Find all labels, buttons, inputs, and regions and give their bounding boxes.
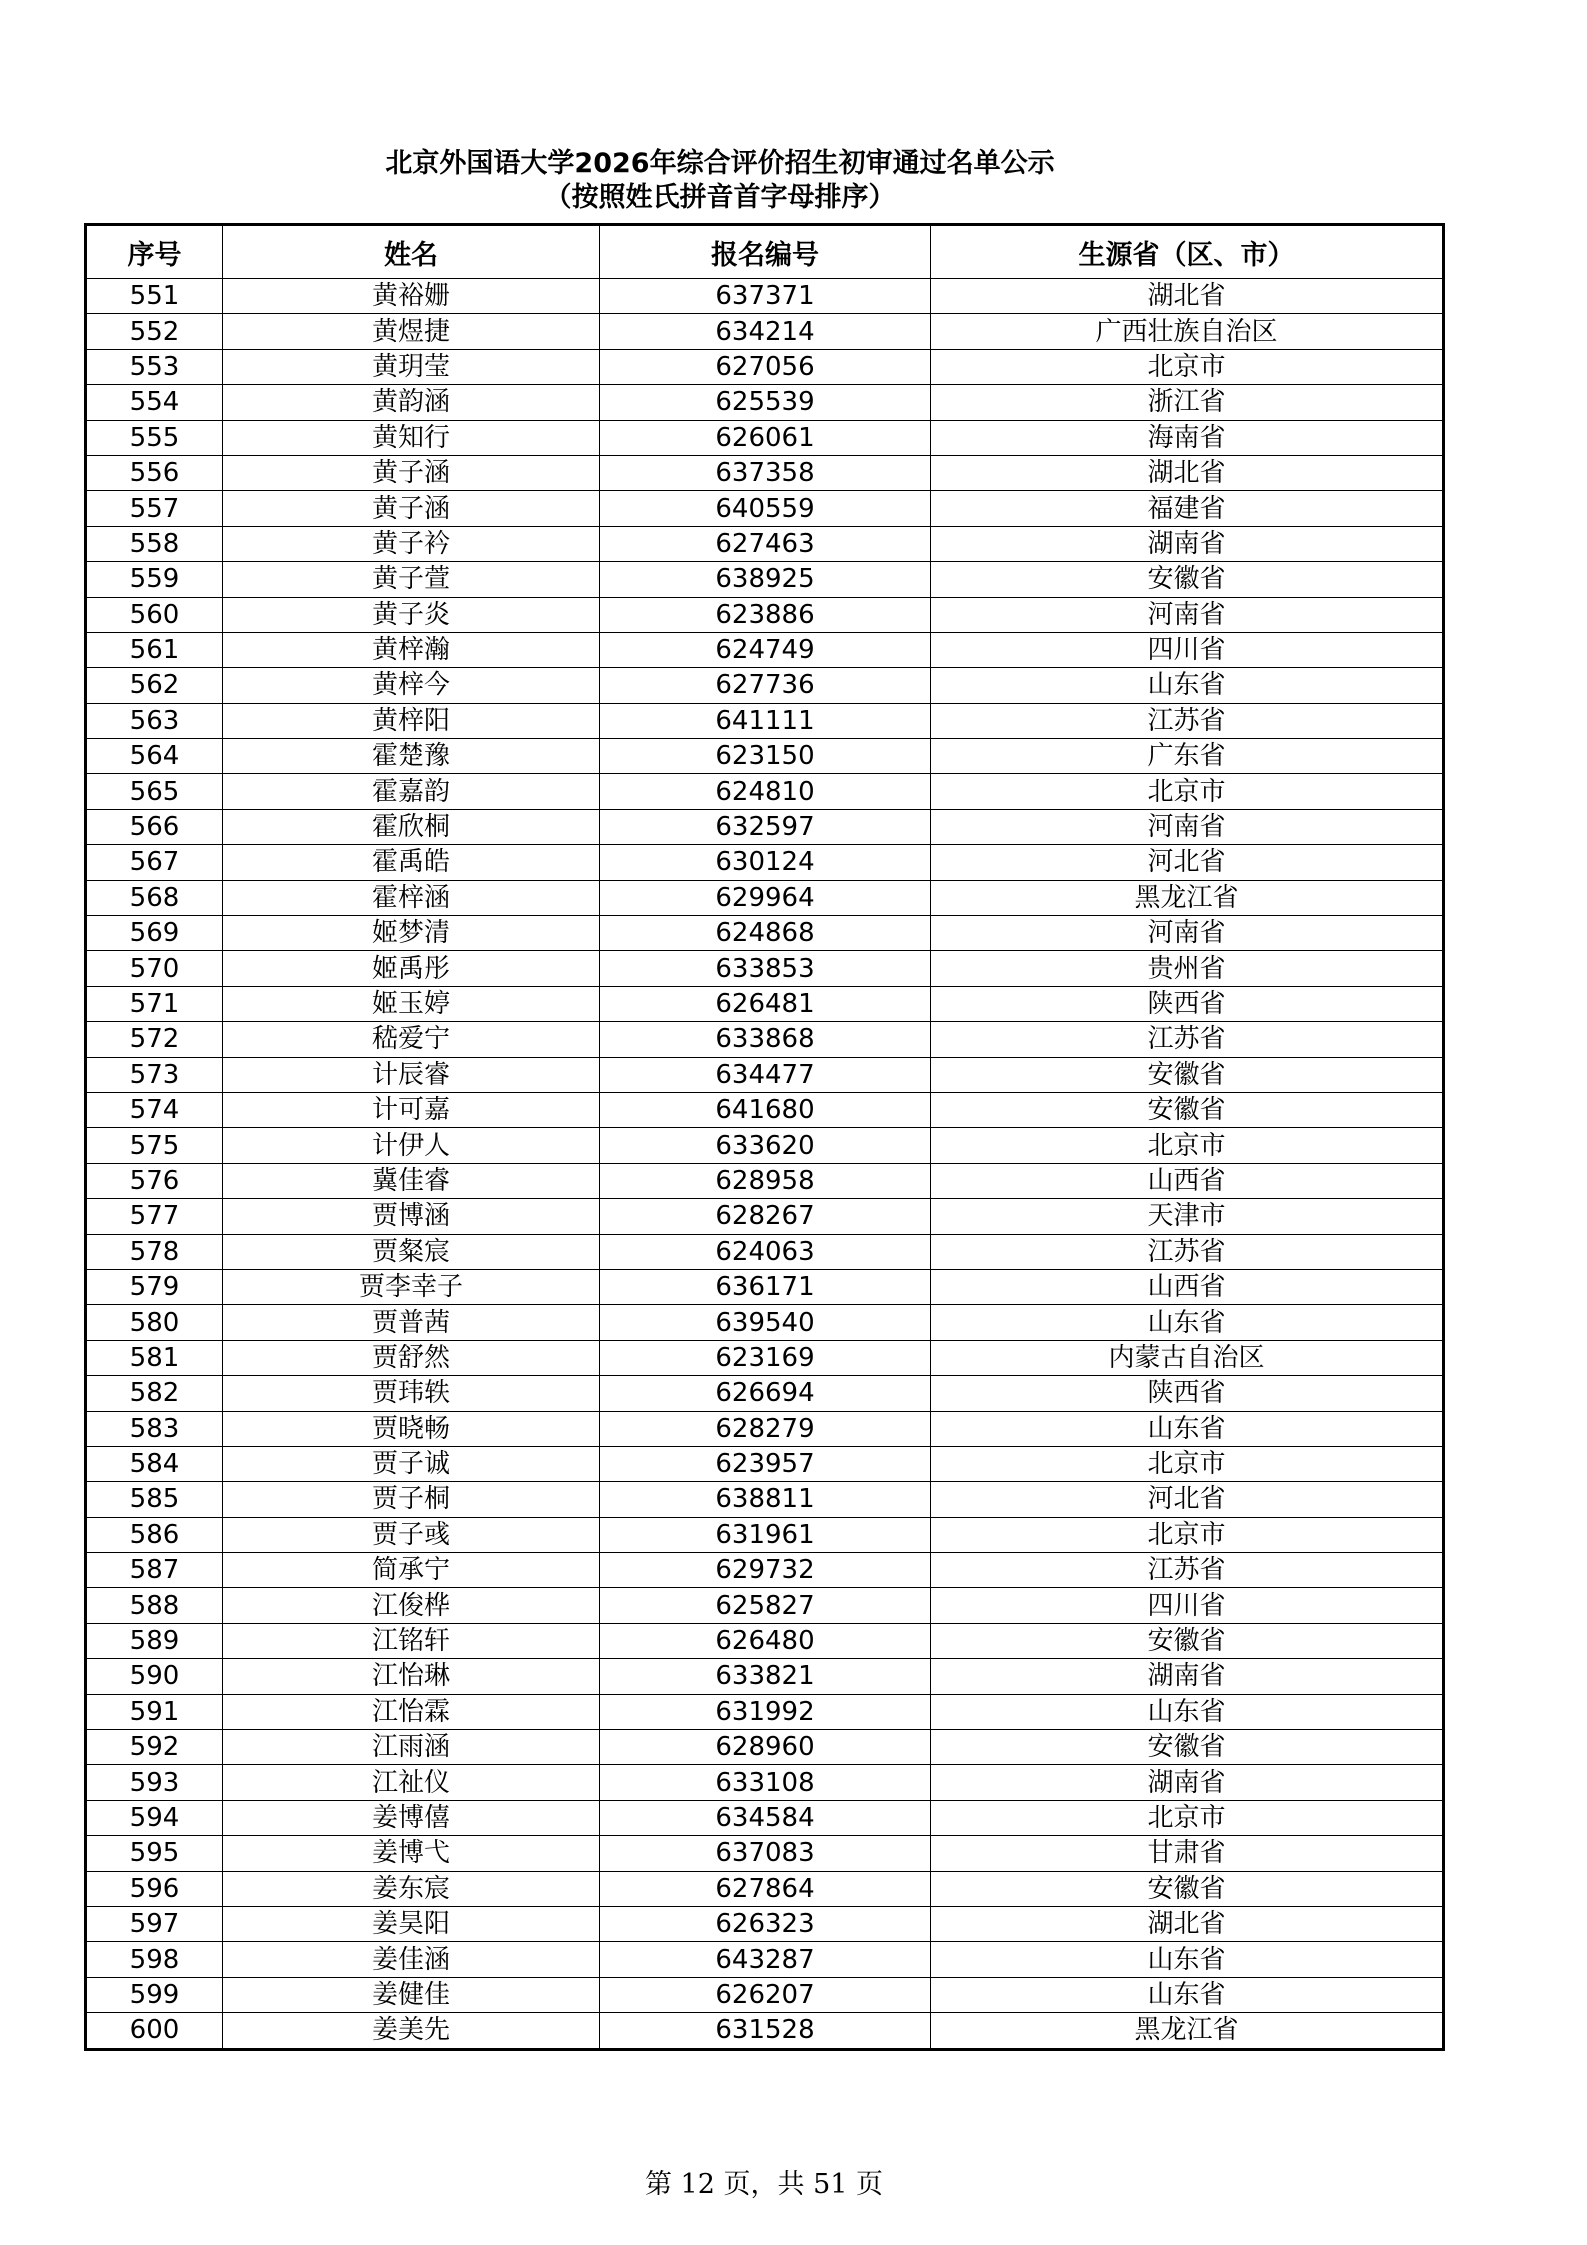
cell-name: 姜博僖 xyxy=(223,1800,600,1835)
cell-registration-number: 628958 xyxy=(600,1163,931,1198)
table-row xyxy=(86,1234,1444,1269)
cell-serial-number: 589 xyxy=(86,1623,223,1658)
cell-registration-number: 636171 xyxy=(600,1269,931,1304)
cell-registration-number: 626481 xyxy=(600,986,931,1021)
cell-province: 北京市 xyxy=(931,349,1444,384)
cell-registration-number: 628960 xyxy=(600,1730,931,1765)
cell-registration-number: 643287 xyxy=(600,1942,931,1977)
table-row xyxy=(86,880,1444,915)
cell-serial-number: 580 xyxy=(86,1305,223,1340)
table-row xyxy=(86,951,1444,986)
page-number: 第 12 页，共 51 页 xyxy=(644,2169,884,2200)
cell-province: 山东省 xyxy=(931,1305,1444,1340)
header-serial-number: 序号 xyxy=(86,225,223,279)
cell-registration-number: 630124 xyxy=(600,845,931,880)
cell-serial-number: 592 xyxy=(86,1730,223,1765)
cell-province: 山东省 xyxy=(931,1942,1444,1977)
cell-serial-number: 564 xyxy=(86,739,223,774)
cell-registration-number: 637083 xyxy=(600,1836,931,1871)
cell-serial-number: 598 xyxy=(86,1942,223,1977)
table-row xyxy=(86,1765,1444,1800)
cell-province: 海南省 xyxy=(931,420,1444,455)
table-row xyxy=(86,2013,1444,2049)
cell-province: 北京市 xyxy=(931,1128,1444,1163)
cell-name: 嵇爱宁 xyxy=(223,1022,600,1057)
cell-province: 安徽省 xyxy=(931,1623,1444,1658)
cell-name: 姜美先 xyxy=(223,2013,600,2049)
cell-serial-number: 558 xyxy=(86,526,223,561)
cell-province: 河北省 xyxy=(931,845,1444,880)
header-province: 生源省（区、市） xyxy=(931,225,1444,279)
table-row xyxy=(86,809,1444,844)
cell-registration-number: 632597 xyxy=(600,809,931,844)
cell-province: 湖南省 xyxy=(931,1659,1444,1694)
cell-registration-number: 626061 xyxy=(600,420,931,455)
cell-registration-number: 633821 xyxy=(600,1659,931,1694)
cell-registration-number: 633620 xyxy=(600,1128,931,1163)
table-row xyxy=(86,703,1444,738)
cell-province: 安徽省 xyxy=(931,1092,1444,1127)
cell-serial-number: 594 xyxy=(86,1800,223,1835)
cell-registration-number: 624749 xyxy=(600,632,931,667)
cell-province: 湖北省 xyxy=(931,455,1444,490)
cell-registration-number: 626480 xyxy=(600,1623,931,1658)
cell-registration-number: 628279 xyxy=(600,1411,931,1446)
cell-province: 北京市 xyxy=(931,1446,1444,1481)
cell-province: 安徽省 xyxy=(931,562,1444,597)
cell-serial-number: 566 xyxy=(86,809,223,844)
cell-serial-number: 573 xyxy=(86,1057,223,1092)
table-row xyxy=(86,1411,1444,1446)
cell-name: 姬玉婷 xyxy=(223,986,600,1021)
cell-name: 黄知行 xyxy=(223,420,600,455)
cell-registration-number: 641111 xyxy=(600,703,931,738)
cell-registration-number: 631992 xyxy=(600,1694,931,1729)
cell-name: 贾博涵 xyxy=(223,1199,600,1234)
table-row xyxy=(86,1623,1444,1658)
cell-province: 甘肃省 xyxy=(931,1836,1444,1871)
cell-name: 江祉仪 xyxy=(223,1765,600,1800)
cell-serial-number: 570 xyxy=(86,951,223,986)
table-row xyxy=(86,1836,1444,1871)
table-body xyxy=(86,279,1444,2050)
table-row xyxy=(86,1694,1444,1729)
cell-serial-number: 551 xyxy=(86,279,223,314)
cell-registration-number: 623886 xyxy=(600,597,931,632)
table-row xyxy=(86,385,1444,420)
cell-name: 贾粲宸 xyxy=(223,1234,600,1269)
cell-registration-number: 625539 xyxy=(600,385,931,420)
table-row xyxy=(86,1942,1444,1977)
cell-registration-number: 627463 xyxy=(600,526,931,561)
cell-registration-number: 629964 xyxy=(600,880,931,915)
cell-serial-number: 565 xyxy=(86,774,223,809)
cell-serial-number: 555 xyxy=(86,420,223,455)
cell-serial-number: 569 xyxy=(86,916,223,951)
table-row xyxy=(86,916,1444,951)
cell-name: 贾子桐 xyxy=(223,1482,600,1517)
cell-serial-number: 557 xyxy=(86,491,223,526)
cell-province: 贵州省 xyxy=(931,951,1444,986)
cell-name: 黄子涵 xyxy=(223,455,600,490)
cell-registration-number: 634584 xyxy=(600,1800,931,1835)
cell-registration-number: 624868 xyxy=(600,916,931,951)
cell-serial-number: 559 xyxy=(86,562,223,597)
cell-name: 黄韵涵 xyxy=(223,385,600,420)
cell-serial-number: 574 xyxy=(86,1092,223,1127)
cell-name: 贾李幸子 xyxy=(223,1269,600,1304)
cell-province: 河北省 xyxy=(931,1482,1444,1517)
table-row xyxy=(86,1340,1444,1375)
cell-province: 北京市 xyxy=(931,774,1444,809)
cell-registration-number: 626207 xyxy=(600,1977,931,2012)
cell-serial-number: 571 xyxy=(86,986,223,1021)
cell-province: 江苏省 xyxy=(931,1553,1444,1588)
table-header-row xyxy=(86,225,1444,279)
cell-name: 江怡霖 xyxy=(223,1694,600,1729)
cell-name: 黄煜捷 xyxy=(223,314,600,349)
table-row xyxy=(86,455,1444,490)
cell-registration-number: 640559 xyxy=(600,491,931,526)
table-row xyxy=(86,1977,1444,2012)
cell-registration-number: 623957 xyxy=(600,1446,931,1481)
cell-serial-number: 578 xyxy=(86,1234,223,1269)
cell-registration-number: 637371 xyxy=(600,279,931,314)
cell-province: 安徽省 xyxy=(931,1057,1444,1092)
cell-registration-number: 629732 xyxy=(600,1553,931,1588)
cell-registration-number: 627864 xyxy=(600,1871,931,1906)
cell-province: 江苏省 xyxy=(931,1022,1444,1057)
cell-registration-number: 627056 xyxy=(600,349,931,384)
table-row xyxy=(86,279,1444,314)
cell-serial-number: 585 xyxy=(86,1482,223,1517)
cell-name: 黄子涵 xyxy=(223,491,600,526)
cell-province: 江苏省 xyxy=(931,703,1444,738)
table-row xyxy=(86,349,1444,384)
cell-name: 江雨涵 xyxy=(223,1730,600,1765)
cell-name: 简承宁 xyxy=(223,1553,600,1588)
cell-serial-number: 567 xyxy=(86,845,223,880)
cell-name: 黄梓阳 xyxy=(223,703,600,738)
table-row xyxy=(86,1128,1444,1163)
cell-registration-number: 624063 xyxy=(600,1234,931,1269)
table-row xyxy=(86,1163,1444,1198)
cell-serial-number: 587 xyxy=(86,1553,223,1588)
table-row xyxy=(86,1800,1444,1835)
cell-name: 黄裕姗 xyxy=(223,279,600,314)
cell-name: 冀佳睿 xyxy=(223,1163,600,1198)
cell-serial-number: 599 xyxy=(86,1977,223,2012)
table-row xyxy=(86,1092,1444,1127)
cell-province: 山西省 xyxy=(931,1163,1444,1198)
table-row xyxy=(86,1517,1444,1552)
cell-name: 计可嘉 xyxy=(223,1092,600,1127)
cell-name: 姬梦清 xyxy=(223,916,600,951)
cell-serial-number: 582 xyxy=(86,1376,223,1411)
table-row xyxy=(86,420,1444,455)
cell-serial-number: 586 xyxy=(86,1517,223,1552)
cell-registration-number: 634214 xyxy=(600,314,931,349)
cell-serial-number: 561 xyxy=(86,632,223,667)
cell-name: 贾舒然 xyxy=(223,1340,600,1375)
cell-name: 姜昊阳 xyxy=(223,1906,600,1941)
cell-name: 黄梓瀚 xyxy=(223,632,600,667)
table-row xyxy=(86,1446,1444,1481)
cell-name: 江铭轩 xyxy=(223,1623,600,1658)
cell-province: 山西省 xyxy=(931,1269,1444,1304)
cell-serial-number: 562 xyxy=(86,668,223,703)
cell-registration-number: 627736 xyxy=(600,668,931,703)
document-subtitle: （按照姓氏拼音首字母排序） xyxy=(544,182,896,213)
cell-province: 广东省 xyxy=(931,739,1444,774)
cell-name: 姜佳涵 xyxy=(223,1942,600,1977)
cell-name: 霍欣桐 xyxy=(223,809,600,844)
cell-province: 安徽省 xyxy=(931,1871,1444,1906)
cell-serial-number: 581 xyxy=(86,1340,223,1375)
cell-registration-number: 638925 xyxy=(600,562,931,597)
table-row xyxy=(86,1199,1444,1234)
cell-province: 江苏省 xyxy=(931,1234,1444,1269)
cell-registration-number: 631961 xyxy=(600,1517,931,1552)
cell-name: 黄子萱 xyxy=(223,562,600,597)
cell-name: 霍禹皓 xyxy=(223,845,600,880)
cell-serial-number: 553 xyxy=(86,349,223,384)
cell-registration-number: 626694 xyxy=(600,1376,931,1411)
cell-serial-number: 552 xyxy=(86,314,223,349)
table-row xyxy=(86,1482,1444,1517)
table-row xyxy=(86,1057,1444,1092)
table-row xyxy=(86,774,1444,809)
table-row xyxy=(86,491,1444,526)
cell-province: 山东省 xyxy=(931,1977,1444,2012)
cell-name: 贾晓畅 xyxy=(223,1411,600,1446)
cell-province: 河南省 xyxy=(931,597,1444,632)
cell-serial-number: 583 xyxy=(86,1411,223,1446)
cell-name: 黄子衿 xyxy=(223,526,600,561)
cell-province: 天津市 xyxy=(931,1199,1444,1234)
cell-registration-number: 623169 xyxy=(600,1340,931,1375)
table-row xyxy=(86,1305,1444,1340)
cell-registration-number: 639540 xyxy=(600,1305,931,1340)
cell-name: 姬禹彤 xyxy=(223,951,600,986)
cell-registration-number: 628267 xyxy=(600,1199,931,1234)
cell-province: 四川省 xyxy=(931,632,1444,667)
cell-name: 霍楚豫 xyxy=(223,739,600,774)
table-row xyxy=(86,1871,1444,1906)
cell-serial-number: 591 xyxy=(86,1694,223,1729)
cell-name: 霍梓涵 xyxy=(223,880,600,915)
cell-name: 姜博弋 xyxy=(223,1836,600,1871)
cell-province: 湖北省 xyxy=(931,279,1444,314)
cell-province: 湖南省 xyxy=(931,1765,1444,1800)
table-row xyxy=(86,668,1444,703)
table-row xyxy=(86,986,1444,1021)
table-row xyxy=(86,1376,1444,1411)
cell-registration-number: 641680 xyxy=(600,1092,931,1127)
cell-province: 浙江省 xyxy=(931,385,1444,420)
cell-province: 河南省 xyxy=(931,809,1444,844)
cell-province: 河南省 xyxy=(931,916,1444,951)
document-title: 北京外国语大学2026年综合评价招生初审通过名单公示 xyxy=(385,148,1055,179)
cell-name: 姜健佳 xyxy=(223,1977,600,2012)
cell-serial-number: 584 xyxy=(86,1446,223,1481)
cell-name: 计伊人 xyxy=(223,1128,600,1163)
cell-province: 福建省 xyxy=(931,491,1444,526)
cell-serial-number: 593 xyxy=(86,1765,223,1800)
cell-province: 陕西省 xyxy=(931,986,1444,1021)
cell-province: 山东省 xyxy=(931,1411,1444,1446)
cell-province: 湖北省 xyxy=(931,1906,1444,1941)
table-row xyxy=(86,597,1444,632)
table-row xyxy=(86,1906,1444,1941)
table-row xyxy=(86,1553,1444,1588)
cell-province: 广西壮族自治区 xyxy=(931,314,1444,349)
cell-name: 贾子诚 xyxy=(223,1446,600,1481)
cell-name: 姜东宸 xyxy=(223,1871,600,1906)
cell-province: 湖南省 xyxy=(931,526,1444,561)
cell-registration-number: 634477 xyxy=(600,1057,931,1092)
cell-province: 内蒙古自治区 xyxy=(931,1340,1444,1375)
table-row xyxy=(86,526,1444,561)
cell-name: 黄子炎 xyxy=(223,597,600,632)
cell-province: 安徽省 xyxy=(931,1730,1444,1765)
cell-registration-number: 625827 xyxy=(600,1588,931,1623)
cell-province: 四川省 xyxy=(931,1588,1444,1623)
cell-province: 北京市 xyxy=(931,1517,1444,1552)
cell-registration-number: 633853 xyxy=(600,951,931,986)
table-row xyxy=(86,314,1444,349)
cell-province: 北京市 xyxy=(931,1800,1444,1835)
table-row xyxy=(86,562,1444,597)
cell-serial-number: 554 xyxy=(86,385,223,420)
cell-province: 山东省 xyxy=(931,668,1444,703)
cell-name: 贾子彧 xyxy=(223,1517,600,1552)
cell-registration-number: 637358 xyxy=(600,455,931,490)
cell-registration-number: 633868 xyxy=(600,1022,931,1057)
cell-province: 陕西省 xyxy=(931,1376,1444,1411)
cell-name: 霍嘉韵 xyxy=(223,774,600,809)
admission-list-table xyxy=(84,223,1445,2051)
table-row xyxy=(86,1022,1444,1057)
cell-serial-number: 579 xyxy=(86,1269,223,1304)
cell-serial-number: 568 xyxy=(86,880,223,915)
cell-registration-number: 633108 xyxy=(600,1765,931,1800)
cell-name: 贾普茜 xyxy=(223,1305,600,1340)
cell-name: 贾玮轶 xyxy=(223,1376,600,1411)
table-row xyxy=(86,1659,1444,1694)
cell-serial-number: 577 xyxy=(86,1199,223,1234)
table-row xyxy=(86,632,1444,667)
cell-registration-number: 623150 xyxy=(600,739,931,774)
cell-serial-number: 572 xyxy=(86,1022,223,1057)
cell-name: 黄玥莹 xyxy=(223,349,600,384)
table-row xyxy=(86,739,1444,774)
header-registration-number: 报名编号 xyxy=(600,225,931,279)
cell-serial-number: 556 xyxy=(86,455,223,490)
cell-province: 黑龙江省 xyxy=(931,2013,1444,2049)
cell-serial-number: 595 xyxy=(86,1836,223,1871)
table-row xyxy=(86,1269,1444,1304)
cell-name: 黄梓今 xyxy=(223,668,600,703)
cell-serial-number: 563 xyxy=(86,703,223,738)
cell-registration-number: 624810 xyxy=(600,774,931,809)
cell-serial-number: 590 xyxy=(86,1659,223,1694)
cell-serial-number: 596 xyxy=(86,1871,223,1906)
cell-serial-number: 588 xyxy=(86,1588,223,1623)
table-row xyxy=(86,1588,1444,1623)
cell-province: 山东省 xyxy=(931,1694,1444,1729)
cell-registration-number: 631528 xyxy=(600,2013,931,2049)
cell-serial-number: 575 xyxy=(86,1128,223,1163)
table-row xyxy=(86,845,1444,880)
cell-registration-number: 638811 xyxy=(600,1482,931,1517)
table-row xyxy=(86,1730,1444,1765)
cell-registration-number: 626323 xyxy=(600,1906,931,1941)
cell-serial-number: 560 xyxy=(86,597,223,632)
cell-serial-number: 576 xyxy=(86,1163,223,1198)
cell-serial-number: 597 xyxy=(86,1906,223,1941)
cell-province: 黑龙江省 xyxy=(931,880,1444,915)
cell-name: 江俊桦 xyxy=(223,1588,600,1623)
header-name: 姓名 xyxy=(223,225,600,279)
cell-name: 计辰睿 xyxy=(223,1057,600,1092)
cell-serial-number: 600 xyxy=(86,2013,223,2049)
cell-name: 江怡琳 xyxy=(223,1659,600,1694)
